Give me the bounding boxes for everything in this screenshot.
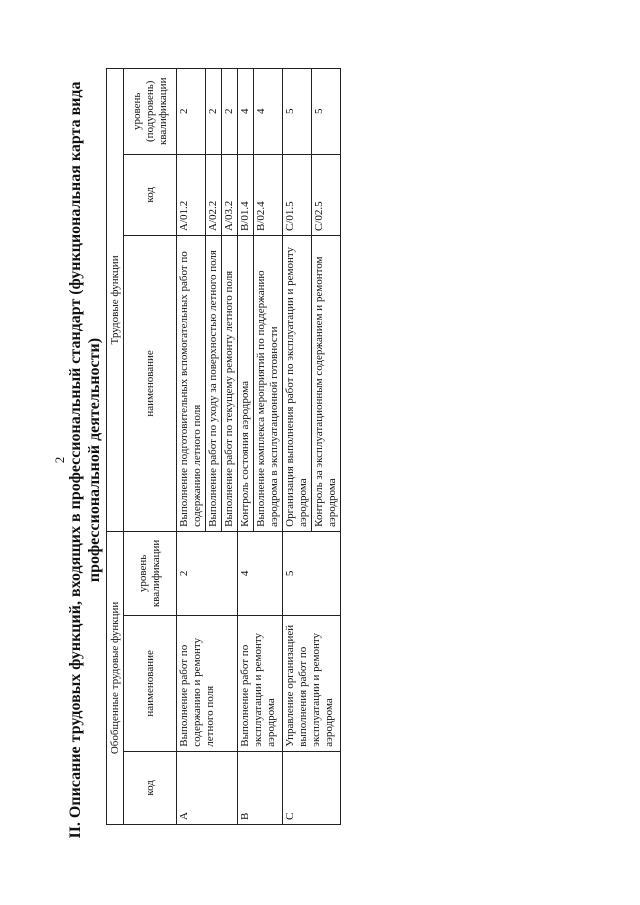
group-level-cell: 4: [238, 531, 283, 615]
name-header: наименование: [124, 616, 177, 752]
function-code-cell: C/01.5: [283, 154, 312, 235]
function-level-cell: 2: [206, 69, 222, 155]
tf-level-header: уровень (подуровень) квалификации: [124, 69, 177, 155]
function-name-cell: Выполнение работ по уходу за поверхностью летного поля: [206, 235, 222, 531]
function-level-cell: 5: [283, 69, 312, 155]
function-level-cell: 4: [238, 69, 254, 155]
group-name-cell: Выполнение работ по эксплуатации и ремонту аэродрома: [238, 616, 283, 752]
labor-functions-header: Трудовые функции: [107, 69, 124, 532]
group-level-cell: 2: [177, 531, 238, 615]
group-name-cell: Управление организацией выполнения работ по эксплуатации и ремонту аэродрома: [283, 616, 341, 752]
group-code-cell: C: [283, 751, 341, 824]
table-row: [177, 69, 206, 825]
page-number: 2: [52, 456, 67, 464]
code-header: код: [124, 751, 177, 824]
function-code-cell: A/01.2: [177, 154, 206, 235]
table-row: [238, 69, 254, 825]
function-level-cell: 2: [222, 69, 238, 155]
table-row: [283, 69, 312, 825]
tf-code-header: код: [124, 154, 177, 235]
function-name-cell: Выполнение подготовительных вспомогательных работ по содержанию летного поля: [177, 235, 206, 531]
group-code-cell: A: [177, 751, 238, 824]
function-name-cell: Выполнение работ по текущему ремонту летного поля: [222, 235, 238, 531]
function-code-cell: B/01.4: [238, 154, 254, 235]
section-title-line-2: профессиональной деятельности): [86, 337, 103, 583]
function-name-cell: Выполнение комплекса мероприятий по поддержанию аэродрома в эксплуатационной готовности: [254, 235, 283, 531]
function-code-cell: C/02.5: [312, 154, 341, 235]
function-level-cell: 2: [177, 69, 206, 155]
function-name-cell: Контроль состояния аэродрома: [238, 235, 254, 531]
level-header: уровень квалификации: [124, 531, 177, 615]
section-title: [66, 65, 104, 855]
section-title-line-1: II. Описание трудовых функций, входящих в профессиональный стандарт (функциональная карта вида: [67, 81, 84, 839]
function-level-cell: 4: [254, 69, 283, 155]
generalized-functions-header: Обобщенные трудовые функции: [107, 531, 124, 824]
group-level-cell: 5: [283, 531, 341, 615]
group-code-cell: B: [238, 751, 283, 824]
function-code-cell: A/03.2: [222, 154, 238, 235]
tf-name-header: наименование: [124, 235, 177, 531]
function-name-cell: Контроль за эксплуатационным содержанием и ремонтом аэродрома: [312, 235, 341, 531]
function-name-cell: Организация выполнения работ по эксплуатации и ремонту аэродрома: [283, 235, 312, 531]
group-name-cell: Выполнение работ по содержанию и ремонту летного поля: [177, 616, 238, 752]
function-code-cell: A/02.2: [206, 154, 222, 235]
functional-map-table: [106, 68, 341, 825]
document-page: [50, 65, 540, 855]
function-level-cell: 5: [312, 69, 341, 155]
function-code-cell: B/02.4: [254, 154, 283, 235]
